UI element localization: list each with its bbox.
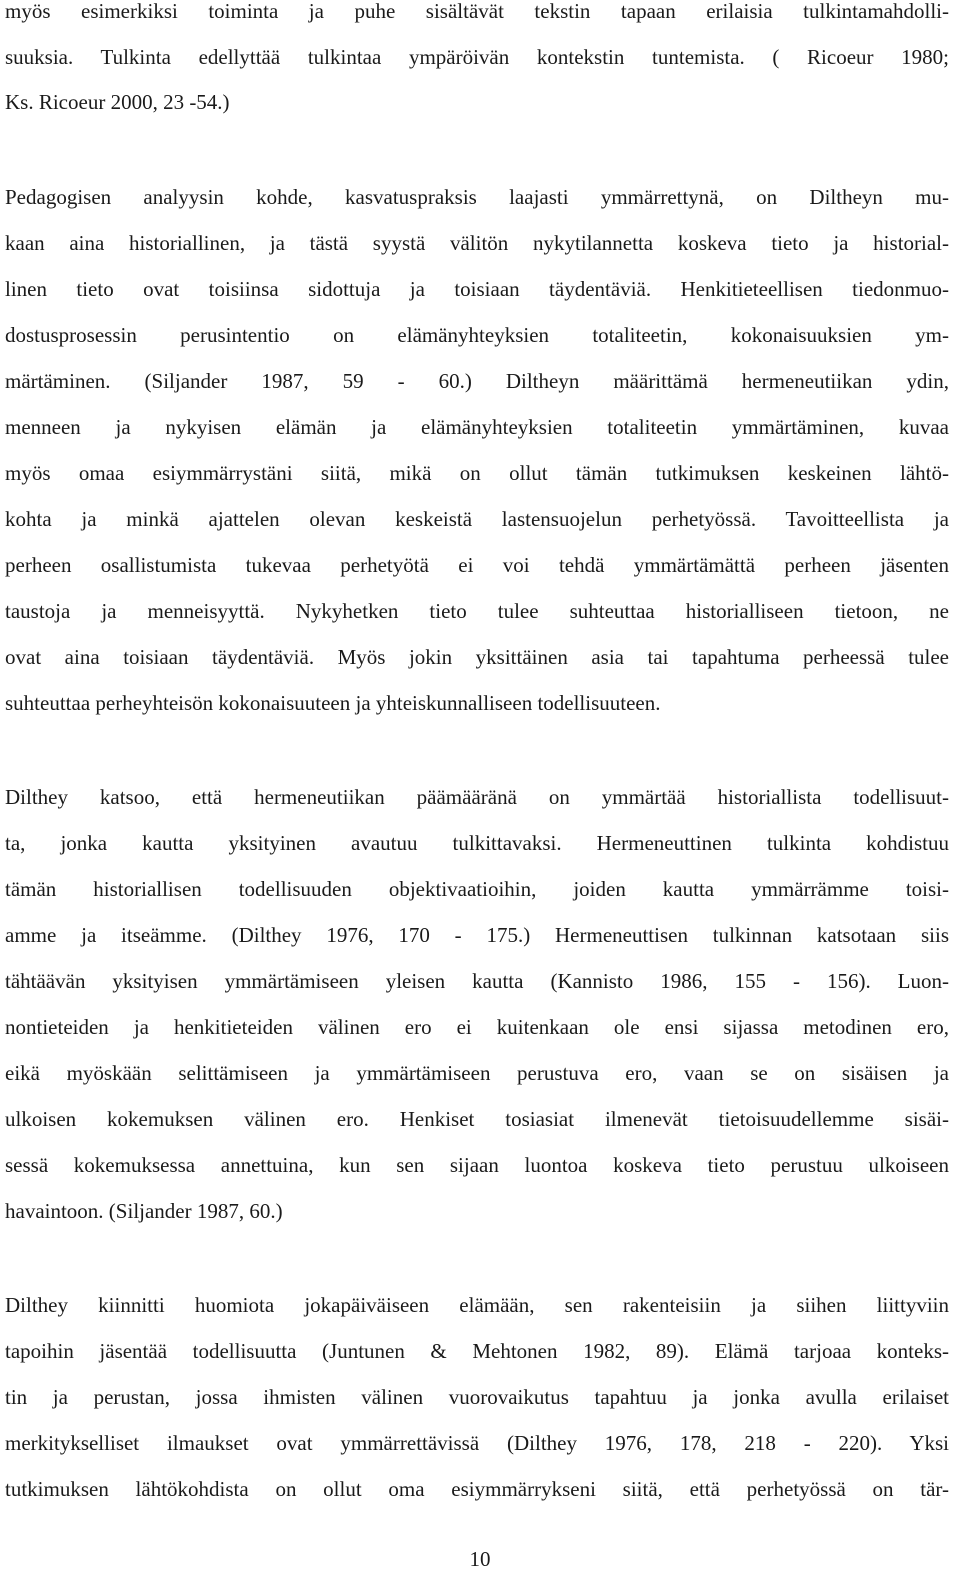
- page-number: 10: [469, 1547, 491, 1571]
- text-line: havaintoon. (Siljander 1987, 60.): [5, 1199, 283, 1223]
- text-line: eikä myöskään selittämiseen ja ymmärtämiseen perustuva ero, vaan se on sisäisen ja: [5, 1061, 949, 1085]
- text-line: dostusprosessin perusintentio on elämänyhteyksien totaliteetin, kokonaisuuksien ym-: [5, 323, 949, 347]
- text-line: suuksia. Tulkinta edellyttää tulkintaa ympäröivän kontekstin tuntemista. ( Ricoeur 1980;: [5, 45, 949, 69]
- text-line: perheen osallistumista tukevaa perhetyötä ei voi tehdä ymmärtämättä perheen jäsenten: [5, 553, 949, 577]
- text-line: Ks. Ricoeur 2000, 23 -54.): [5, 90, 230, 114]
- text-line: linen tieto ovat toisiinsa sidottuja ja toisiaan täydentäviä. Henkitieteellisen tiedonmuo-: [5, 277, 949, 301]
- text-line: sessä kokemuksessa annettuina, kun sen sijaan luontoa koskeva tieto perustuu ulkoiseen: [5, 1153, 949, 1177]
- text-line: merkitykselliset ilmaukset ovat ymmärrettävissä (Dilthey 1976, 178, 218 - 220). Yksi: [5, 1431, 949, 1455]
- text-line: ovat aina toisiaan täydentäviä. Myös jokin yksittäinen asia tai tapahtuma perheessä tulee: [5, 645, 949, 669]
- text-line: Dilthey katsoo, että hermeneutiikan päämääränä on ymmärtää historiallista todellisuut-: [5, 785, 949, 809]
- text-line: kaan aina historiallinen, ja tästä syystä välitön nykytilannetta koskeva tieto ja historial-: [5, 231, 949, 255]
- text-line: amme ja itseämme. (Dilthey 1976, 170 - 175.) Hermeneuttisen tulkinnan katsotaan siis: [5, 923, 949, 947]
- text-line: tutkimuksen lähtökohdista on ollut oma esiymmärrykseni siitä, että perhetyössä on tär-: [5, 1477, 949, 1501]
- text-line: ta, jonka kautta yksityinen avautuu tulkittavaksi. Hermeneuttinen tulkinta kohdistuu: [5, 831, 949, 855]
- text-line: tin ja perustan, jossa ihmisten välinen vuorovaikutus tapahtuu ja jonka avulla erilaiset: [5, 1385, 949, 1409]
- text-line: Pedagogisen analyysin kohde, kasvatuspraksis laajasti ymmärrettynä, on Diltheyn mu-: [5, 185, 949, 209]
- text-line: nontieteiden ja henkitieteiden välinen ero ei kuitenkaan ole ensi sijassa metodinen ero,: [5, 1015, 949, 1039]
- text-line: tapoihin jäsentää todellisuutta (Juntunen & Mehtonen 1982, 89). Elämä tarjoaa konteks-: [5, 1339, 949, 1363]
- text-line: ulkoisen kokemuksen välinen ero. Henkiset tosiasiat ilmenevät tietoisuudellemme sisäi-: [5, 1107, 949, 1131]
- text-line: tämän historiallisen todellisuuden objektivaatioihin, joiden kautta ymmärrämme toisi-: [5, 877, 949, 901]
- text-line: suhteuttaa perheyhteisön kokonaisuuteen ja yhteiskunnalliseen todellisuuteen.: [5, 691, 661, 715]
- text-line: myös esimerkiksi toiminta ja puhe sisältävät tekstin tapaan erilaisia tulkintamahdolli-: [5, 0, 949, 23]
- text-line: kohta ja minkä ajattelen olevan keskeistä lastensuojelun perhetyössä. Tavoitteellista ja: [5, 507, 949, 531]
- text-line: tähtäävän yksityisen ymmärtämiseen yleisen kautta (Kannisto 1986, 155 - 156). Luon-: [5, 969, 949, 993]
- text-line: myös omaa esiymmärrystäni siitä, mikä on ollut tämän tutkimuksen keskeinen lähtö-: [5, 461, 949, 485]
- text-line: taustoja ja menneisyyttä. Nykyhetken tieto tulee suhteuttaa historialliseen tietoon, ne: [5, 599, 949, 623]
- text-line: Dilthey kiinnitti huomiota jokapäiväiseen elämään, sen rakenteisiin ja siihen liittyviin: [5, 1293, 949, 1317]
- text-line: menneen ja nykyisen elämän ja elämänyhteyksien totaliteetin ymmärtäminen, kuvaa: [5, 415, 949, 439]
- text-line: märtäminen. (Siljander 1987, 59 - 60.) Diltheyn määrittämä hermeneutiikan ydin,: [5, 369, 949, 393]
